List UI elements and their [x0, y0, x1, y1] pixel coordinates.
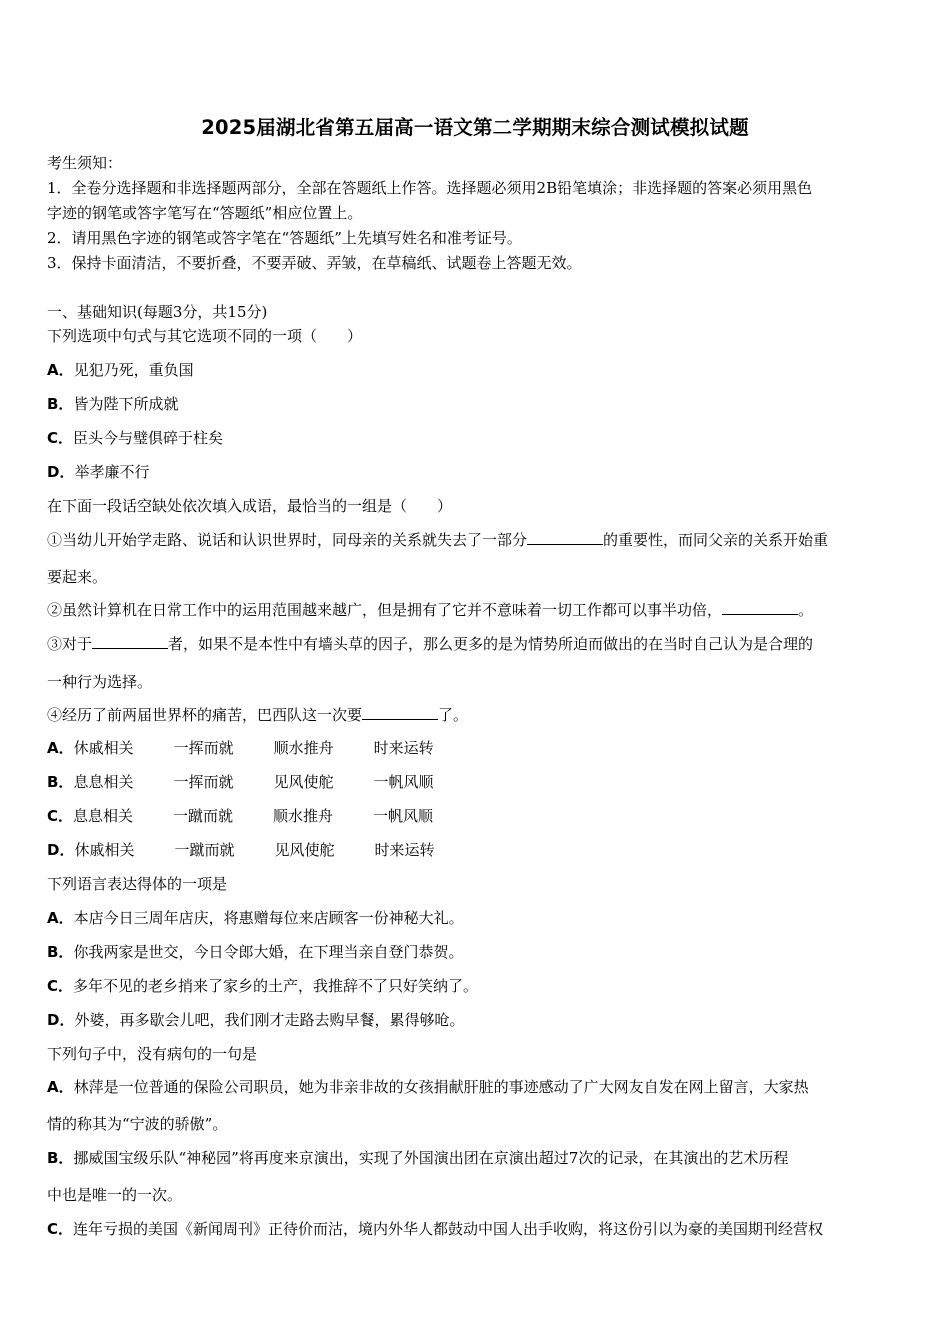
notice-item: 1．全卷分选择题和非选择题两部分，全部在答题纸上作答。选择题必须用2B铅笔填涂；非选择题的答案必须用黑色 — [47, 179, 813, 197]
question-4-option-b-cont: 中也是唯一的一次。 — [47, 1186, 183, 1204]
option-label: C． — [47, 1220, 74, 1238]
sentence-text: ①当幼儿开始学走路、说话和认识世界时，同母亲的关系就失去了一部分 — [47, 531, 528, 549]
question-2-option-b — [47, 772, 433, 792]
sentence-text: ②虽然计算机在日常工作中的运用范围越来越广，但是拥有了它并不意味着一切工作都可以事半功倍， — [47, 601, 723, 619]
question-3-option-d — [47, 1010, 464, 1030]
option-text: 外婆，再多歇会儿吧，我们刚才走路去购早餐，累得够呛。 — [74, 1011, 465, 1029]
sentence-text: 。 — [798, 601, 814, 619]
idiom: 休戚相关 — [74, 841, 135, 859]
idiom: 一帆风顺 — [373, 773, 434, 791]
question-2-option-d — [47, 840, 434, 860]
question-1-stem: 下列选项中句式与其它选项不同的一项（ ） — [47, 327, 363, 345]
option-text: 举孝廉不行 — [74, 463, 150, 481]
question-3-option-b — [47, 942, 463, 962]
section-heading: 一、基础知识(每题3分，共15分) — [47, 303, 268, 321]
option-text: 多年不见的老乡捎来了家乡的土产，我推辞不了只好笑纳了。 — [73, 977, 479, 995]
question-1-option-d — [47, 462, 149, 482]
idiom: 一帆风顺 — [373, 807, 434, 825]
option-text: 你我两家是世交，今日令郎大婚，在下理当亲自登门恭贺。 — [73, 943, 464, 961]
option-label: D． — [47, 841, 75, 859]
option-label: B． — [47, 773, 74, 791]
idiom: 休戚相关 — [73, 739, 134, 757]
option-label: C． — [47, 807, 74, 825]
sentence-text: ③对于 — [47, 635, 93, 653]
question-2-sentence-3-cont: 一种行为选择。 — [47, 673, 153, 691]
question-2-sentence-4 — [47, 705, 468, 725]
option-text: 臣头今与璧俱碎于柱矣 — [73, 429, 224, 447]
idiom: 时来运转 — [373, 739, 434, 757]
sentence-text: 了。 — [438, 706, 469, 724]
notice-item: 2．请用黑色字迹的钢笔或答字笔在“答题纸”上先填写姓名和准考证号。 — [47, 229, 522, 247]
question-2-stem: 在下面一段话空缺处依次填入成语，最恰当的一组是（ ） — [47, 497, 453, 515]
idiom: 顺水推舟 — [273, 739, 334, 757]
question-4-option-a-cont: 情的称其为“宁波的骄傲”。 — [47, 1115, 228, 1133]
option-label: B． — [47, 943, 74, 961]
option-label: B． — [47, 395, 74, 413]
option-text: 挪威国宝级乐队“神秘园”将再度来京演出，实现了外国演出团在京演出超过7次的记录，在其演出的艺术历程 — [73, 1149, 789, 1167]
idiom: 一挥而就 — [173, 739, 234, 757]
option-text: 林萍是一位普通的保险公司职员，她为非亲非故的女孩捐献肝脏的事迹感动了广大网友自发在网上留言，大家热 — [73, 1078, 809, 1096]
question-3-stem: 下列语言表达得体的一项是 — [47, 875, 228, 893]
option-label: D． — [47, 463, 75, 481]
idiom: 息息相关 — [73, 807, 134, 825]
idiom: 一蹴而就 — [174, 841, 235, 859]
question-3-option-c — [47, 976, 478, 996]
option-label: A． — [47, 909, 74, 927]
question-3-option-a — [47, 908, 464, 928]
option-label: C． — [47, 429, 74, 447]
question-2-sentence-1-cont: 要起来。 — [47, 568, 108, 586]
question-4-stem: 下列句子中，没有病句的一句是 — [47, 1045, 258, 1063]
question-4-option-a — [47, 1077, 809, 1097]
fill-blank — [92, 634, 168, 649]
question-4-option-c — [47, 1219, 823, 1239]
notice-heading: 考生须知： — [47, 154, 123, 172]
fill-blank — [722, 600, 798, 615]
option-text: 皆为陛下所成就 — [73, 395, 179, 413]
sentence-text: 者，如果不是本性中有墙头草的因子，那么更多的是为情势所迫而做出的在当时自己认为是合理的 — [168, 635, 814, 653]
option-label: B． — [47, 1149, 74, 1167]
question-2-sentence-2 — [47, 600, 813, 620]
page-title: 2025届湖北省第五届高一语文第二学期期末综合测试模拟试题 — [201, 116, 749, 139]
question-2-sentence-1 — [47, 530, 828, 550]
sentence-text: ④经历了前两届世界杯的痛苦，巴西队这一次要 — [47, 706, 363, 724]
option-label: D． — [47, 1011, 75, 1029]
idiom: 见风使舵 — [274, 841, 335, 859]
fill-blank — [527, 530, 603, 545]
option-label: A． — [47, 361, 74, 379]
option-label: A． — [47, 739, 74, 757]
question-2-option-c — [47, 806, 433, 826]
question-1-option-a — [47, 360, 194, 380]
option-text: 连年亏损的美国《新闻周刊》正待价而沽，境内外华人都鼓动中国人出手收购，将这份引以为豪的美国期刊经营权 — [73, 1220, 824, 1238]
sentence-text: 的重要性，而同父亲的关系开始重 — [603, 531, 829, 549]
option-text: 见犯乃死，重负国 — [73, 361, 194, 379]
option-text: 本店今日三周年店庆，将惠赠每位来店顾客一份神秘大礼。 — [73, 909, 464, 927]
question-4-option-b — [47, 1148, 788, 1168]
idiom: 时来运转 — [374, 841, 435, 859]
notice-item: 3．保持卡面清洁，不要折叠，不要弄破、弄皱，在草稿纸、试题卷上答题无效。 — [47, 254, 582, 272]
notice-item: 字迹的钢笔或答字笔写在“答题纸”相应位置上。 — [47, 204, 363, 222]
option-label: C． — [47, 977, 74, 995]
fill-blank — [362, 705, 438, 720]
question-1-option-b — [47, 394, 178, 414]
question-1-option-c — [47, 428, 223, 448]
idiom: 一蹴而就 — [173, 807, 234, 825]
idiom: 一挥而就 — [173, 773, 234, 791]
idiom: 见风使舵 — [273, 773, 334, 791]
idiom: 顺水推舟 — [273, 807, 334, 825]
question-2-option-a — [47, 738, 434, 758]
question-2-sentence-3 — [47, 634, 813, 654]
idiom: 息息相关 — [73, 773, 134, 791]
option-label: A． — [47, 1078, 74, 1096]
